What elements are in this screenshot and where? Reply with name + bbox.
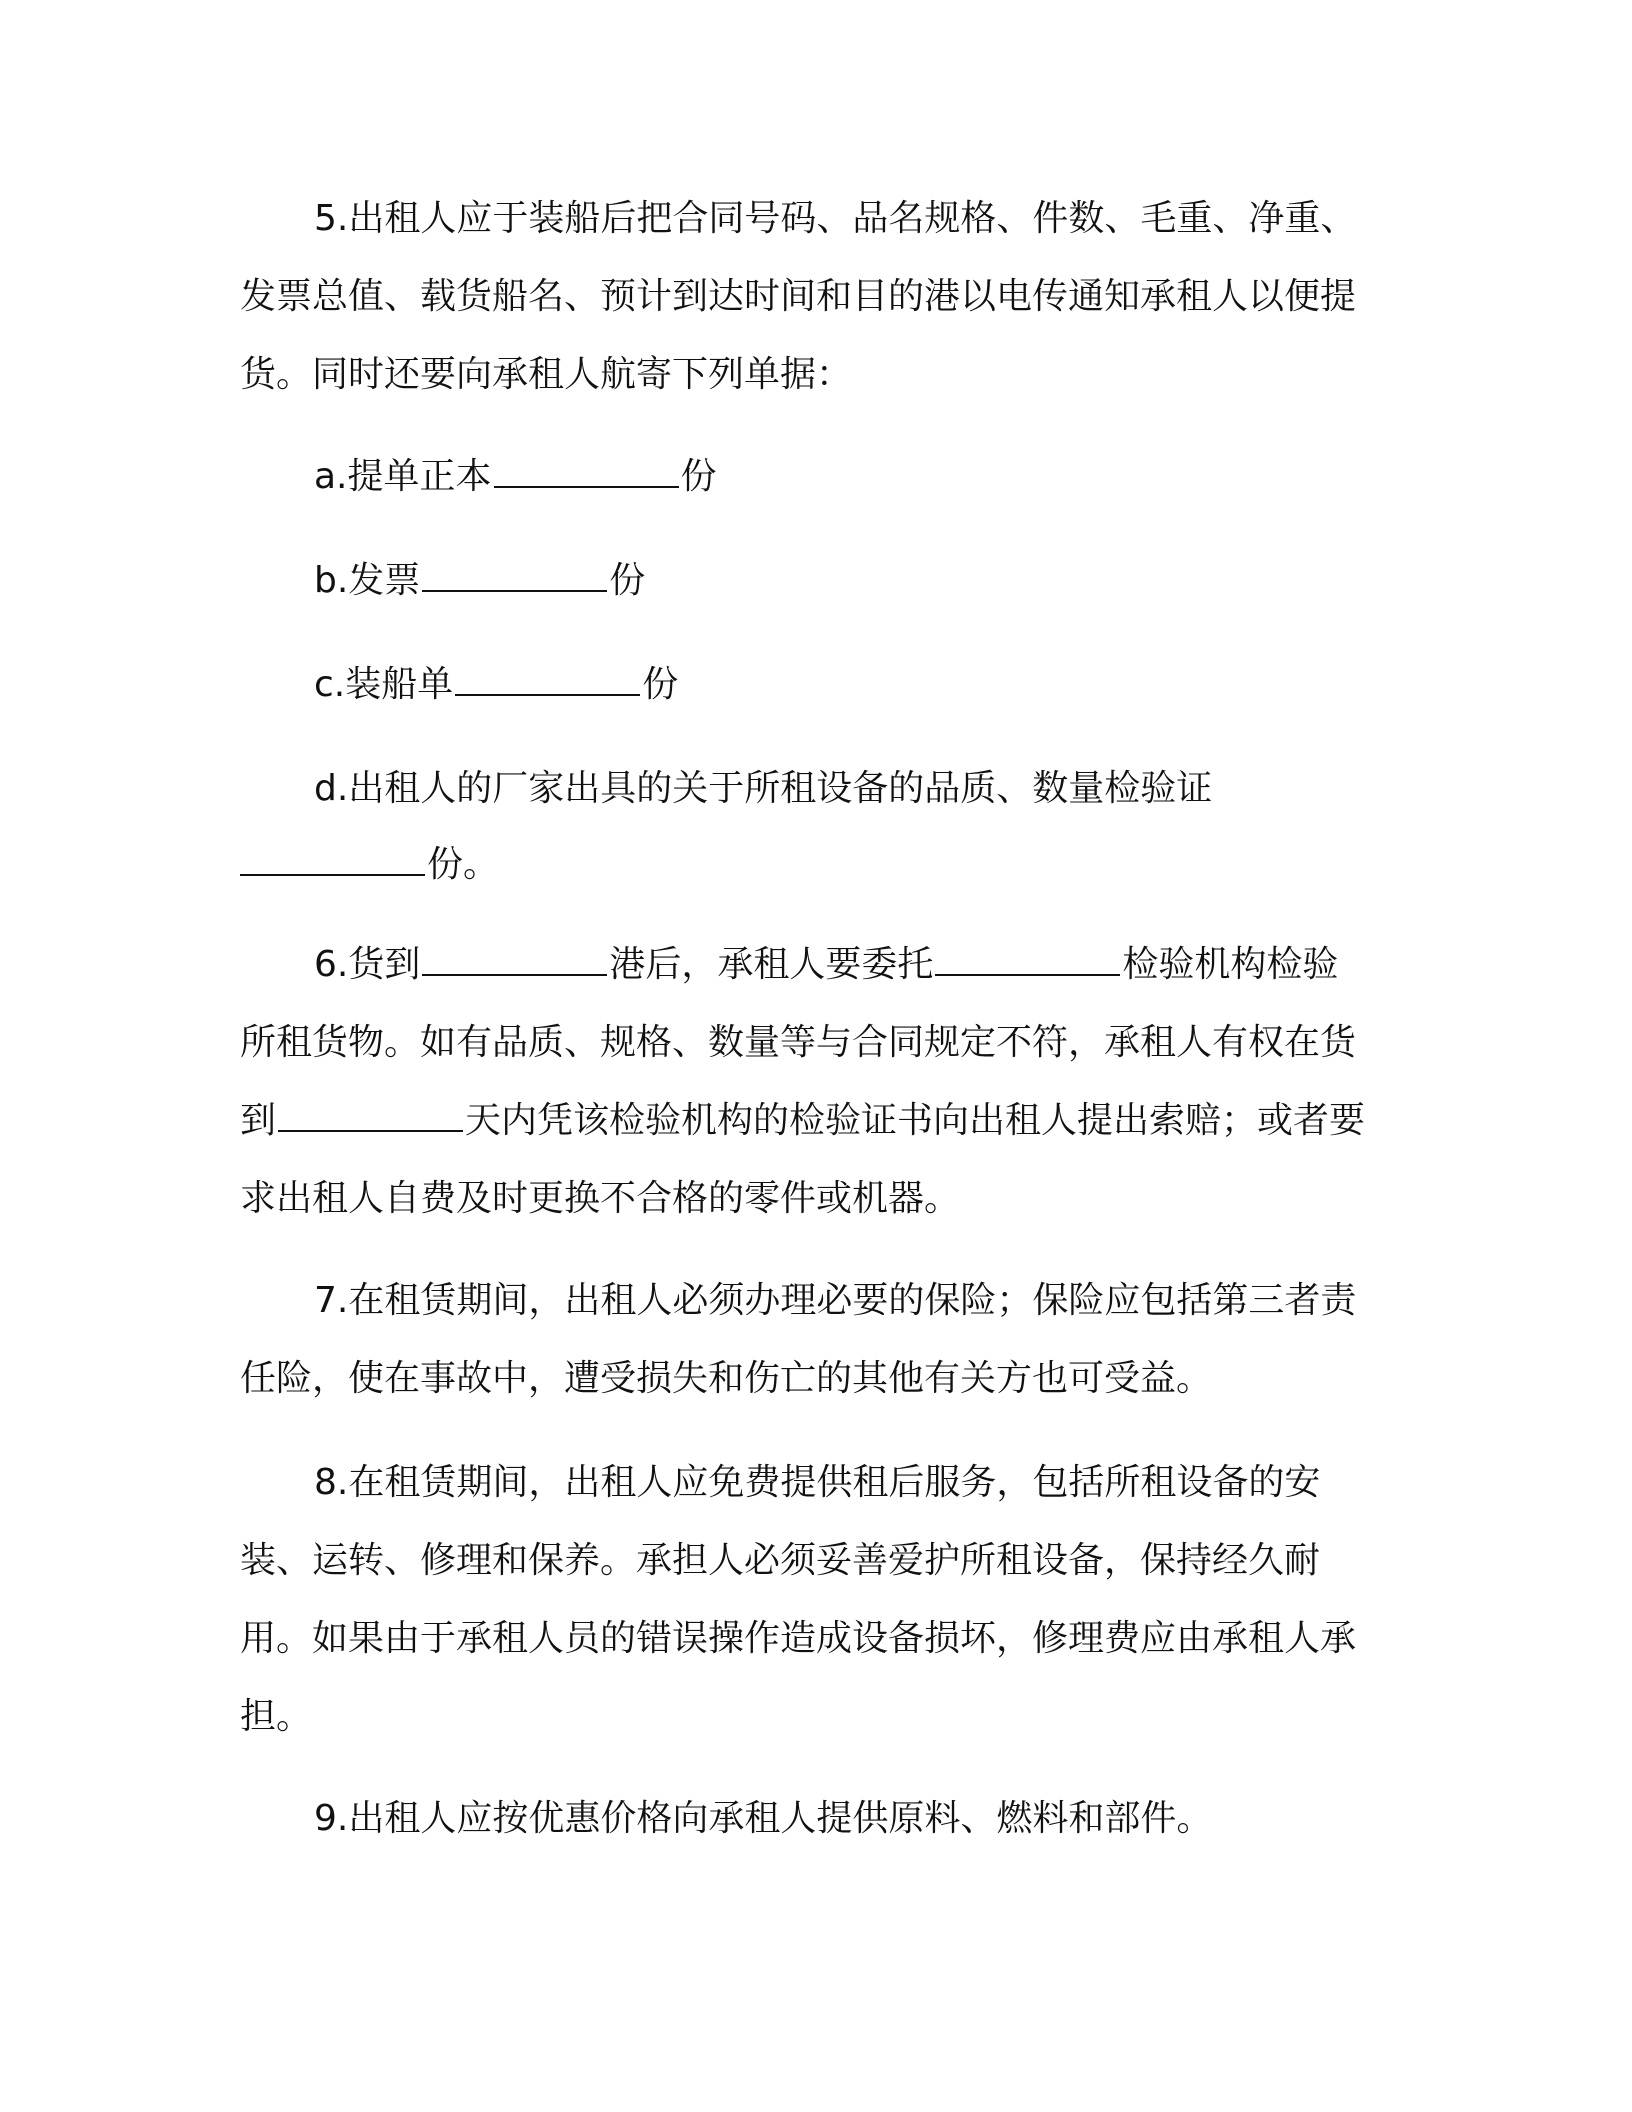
clause-7: 7.在租赁期间，出租人必须办理必要的保险；保险应包括第三者责任险，使在事故中，遭受损失和伤亡的其他有关方也可受益。 [240,1280,1357,1399]
item-c [314,646,678,724]
clause-5: 5.出租人应于装船后把合同号码、品名规格、件数、毛重、净重、发票总值、载货船名、预计到达时间和目的港以电传通知承租人以便提货。同时还要向承租人航寄下列单据： [240,198,1357,395]
item-b-unit: 份 [609,560,646,601]
clause-9: 9.出租人应按优惠价格向承租人提供原料、燃料和部件。 [314,1798,1213,1839]
item-c-blank[interactable] [455,664,640,696]
item-d-unit: 份。 [427,844,500,885]
item-b [314,542,645,620]
item-d-line1: d.出租人的厂家出具的关于所租设备的品质、数量检验证 [314,768,1213,809]
clause-6 [240,926,1370,1238]
clause-8: 8.在租赁期间，出租人应免费提供租后服务，包括所租设备的安装、运转、修理和保养。承担人必须妥善爱护所租设备，保持经久耐用。如果由于承租人员的错误操作造成设备损坏，修理费应由承租人承担。 [240,1462,1357,1737]
item-d-blank[interactable] [240,844,425,876]
item-a-label: a.提单正本 [314,456,492,497]
item-c-label: c.装船单 [314,664,454,705]
item-b-label: b.发票 [314,560,421,601]
clause-6-part3: 检验机构检验所租货物。如有品质、规格、数量等与合同规定不符，承租人有权在货到 [240,944,1357,1141]
clause-6-part2: 港后，承租人要委托 [609,944,934,985]
item-d-line2 [240,826,499,904]
item-a-unit: 份 [680,456,717,497]
clause-6-days-blank[interactable] [278,1100,463,1132]
clause-6-port-blank[interactable] [422,944,607,976]
item-a [314,438,717,516]
clause-6-part4: 天内凭该检验机构的检验证书向出租人提出索赔；或者要求出租人自费及时更换不合格的零件或机器。 [240,1100,1366,1219]
clause-6-part1: 6.货到 [314,944,421,985]
clause-6-agency-blank[interactable] [935,944,1120,976]
item-a-blank[interactable] [494,456,679,488]
item-c-unit: 份 [642,664,679,705]
item-b-blank[interactable] [422,560,607,592]
